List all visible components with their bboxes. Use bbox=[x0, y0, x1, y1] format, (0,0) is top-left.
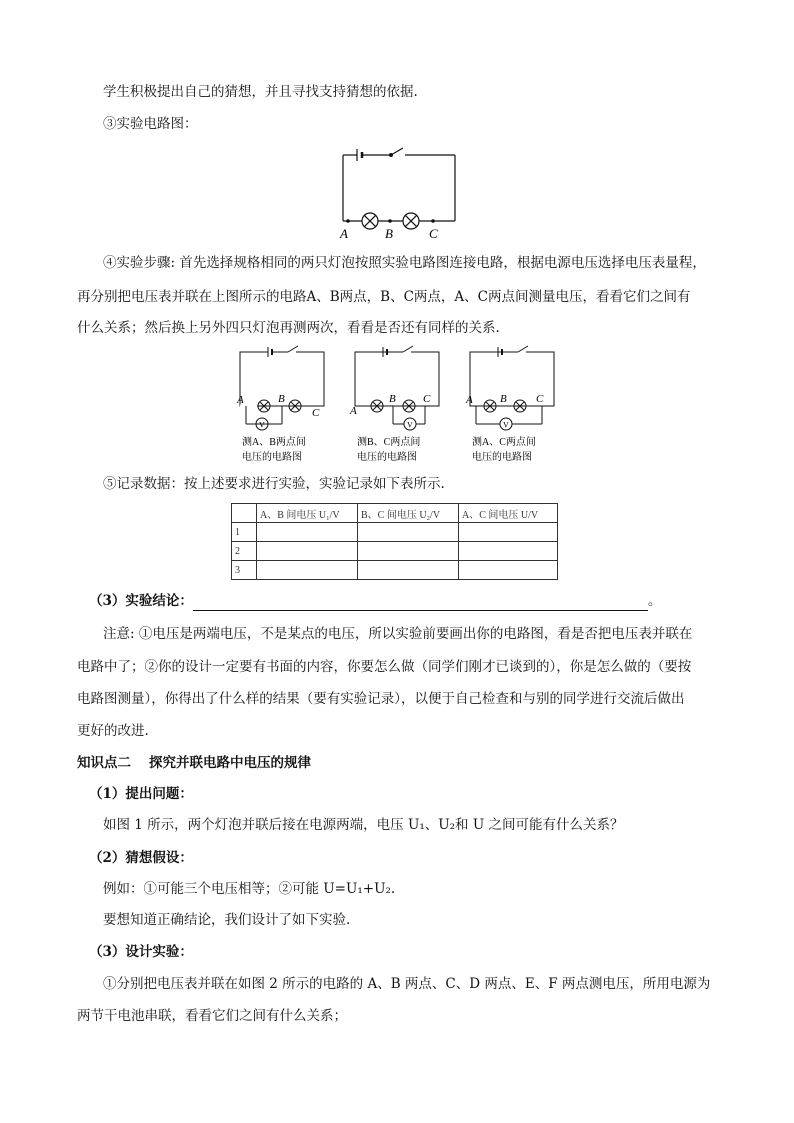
svg-text:B: B bbox=[278, 393, 285, 405]
small-circuit-ac bbox=[465, 346, 554, 463]
header-ab: A、B 间电压 U₁/V bbox=[257, 504, 358, 523]
kp2-label: 知识点二 bbox=[77, 755, 131, 771]
caption-bc-1: 测B、C两点间 bbox=[357, 437, 421, 448]
small-circuit-ab bbox=[236, 346, 324, 463]
knowledge-point-2-heading bbox=[77, 753, 311, 773]
q2-text-2: 要想知道正确结论，我们设计了如下实验. bbox=[103, 912, 351, 928]
note-line-1: 注意: ①电压是两端电压，不是某点的电压，所以实验前要画出你的电路图，看是否把电压表并联在 bbox=[103, 626, 693, 642]
svg-text:V: V bbox=[503, 420, 509, 430]
conclusion-blank[interactable] bbox=[193, 596, 648, 611]
q3-label: （3）设计实验： bbox=[89, 944, 193, 960]
svg-text:B: B bbox=[389, 393, 396, 405]
q1-text: 如图 1 所示，两个灯泡并联后接在电源两端，电压 U₁、U₂和 U 之间可能有什么关系？ bbox=[103, 817, 624, 833]
q2-label: （2）猜想假设： bbox=[89, 850, 193, 866]
note-line-2: 电路中了；②你的设计一定要有书面的内容，你要怎么做（同学们刚才已谈到的），你是怎么做的（要按 bbox=[77, 659, 692, 675]
note-line-3: 电路图测量），你得出了什么样的结果（要有实验记录），以便于自己检查和与别的同学进行交流后做出 bbox=[77, 691, 685, 707]
main-circuit-diagram bbox=[335, 145, 465, 240]
svg-text:C: C bbox=[536, 393, 544, 405]
table-row: 3 bbox=[232, 561, 558, 580]
svg-text:C: C bbox=[312, 407, 320, 419]
table-header-row bbox=[232, 504, 558, 523]
step4-line-3: 什么关系；然后换上另外四只灯泡再测两次，看看是否还有同样的关系. bbox=[77, 320, 500, 336]
caption-ac-1: 测A、C两点间 bbox=[472, 437, 536, 448]
q3-text-2: 两节干电池串联，看看它们之间有什么关系； bbox=[77, 1008, 347, 1024]
table-row: 1 bbox=[232, 523, 558, 542]
small-circuit-bc bbox=[349, 346, 439, 463]
svg-text:A: A bbox=[237, 394, 244, 406]
q1-label: （1）提出问题： bbox=[89, 786, 193, 802]
kp2-title: 探究并联电路中电压的规律 bbox=[149, 755, 311, 771]
caption-ab-1: 测A、B两点间 bbox=[242, 437, 306, 448]
record-table bbox=[231, 503, 558, 580]
step3-title: ③实验电路图： bbox=[103, 116, 198, 132]
q3-text-1: ①分别把电压表并联在如图 2 所示的电路的 A、B 两点、C、D 两点、E、F 两点测电压，所用电源为 bbox=[103, 976, 711, 992]
svg-text:A: A bbox=[350, 405, 357, 417]
caption-ab-2: 电压的电路图 bbox=[242, 452, 302, 463]
caption-ac-2: 电压的电路图 bbox=[472, 452, 532, 463]
header-ac: A、C 间电压 U/V bbox=[459, 504, 558, 523]
small-circuits bbox=[232, 342, 572, 467]
intro-line: 学生积极提出自己的猜想，并且寻找支持猜想的依据. bbox=[103, 84, 418, 100]
step5-line: ⑤记录数据：按上述要求进行实验，实验记录如下表所示. bbox=[103, 476, 445, 492]
svg-text:B: B bbox=[500, 393, 507, 405]
header-bc: B、C 间电压 U₂/V bbox=[358, 504, 459, 523]
step4-line-2: 再分别把电压表并联在上图所示的电路A、B两点，B、C两点，A、C两点间测量电压，看看它们之间有 bbox=[77, 289, 691, 305]
point-c-label: C bbox=[429, 226, 438, 240]
conclusion-label: （3）实验结论： bbox=[89, 593, 193, 609]
note-line-4: 更好的改进. bbox=[77, 723, 149, 739]
conclusion-line: （3）实验结论： 。 bbox=[89, 593, 662, 609]
svg-text:A: A bbox=[466, 394, 473, 406]
step4-line-1: ④实验步骤: 首先选择规格相同的两只灯泡按照实验电路图连接电路，根据电源电压选择电压表量程， bbox=[103, 255, 706, 271]
svg-text:C: C bbox=[423, 393, 431, 405]
caption-bc-2: 电压的电路图 bbox=[357, 452, 417, 463]
point-a-label: A bbox=[340, 226, 348, 240]
point-b-label: B bbox=[385, 226, 393, 240]
table-row: 2 bbox=[232, 542, 558, 561]
voltmeter-icon: V bbox=[259, 420, 265, 430]
svg-text:V: V bbox=[407, 420, 413, 430]
switch-icon bbox=[391, 148, 403, 155]
q2-text: 例如：①可能三个电压相等；②可能 U=U₁+U₂. bbox=[103, 881, 396, 897]
